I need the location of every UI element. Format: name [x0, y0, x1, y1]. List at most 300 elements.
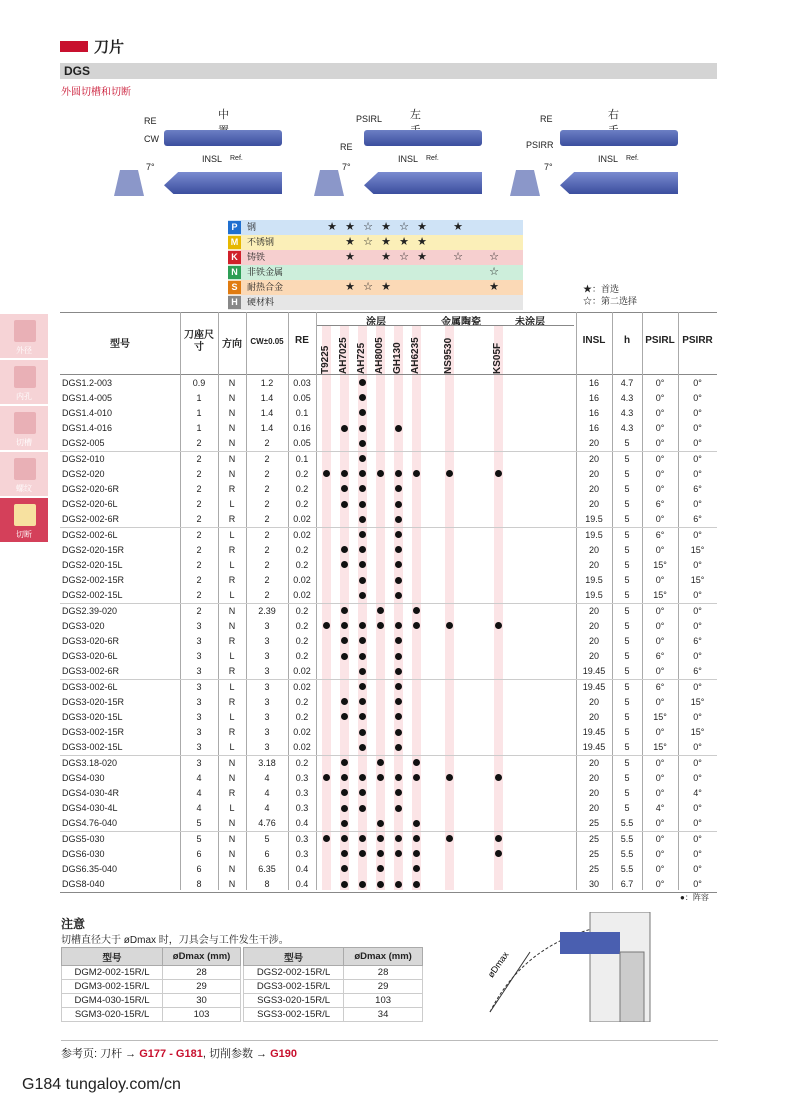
stock-dot [341, 501, 348, 508]
cell-h: 5 [624, 605, 630, 616]
cell-re: 0.02 [293, 681, 311, 692]
cell-hand: N [228, 605, 236, 616]
cell-h: 5 [624, 787, 630, 798]
stock-dot [341, 820, 348, 827]
cell-seat: 2 [196, 483, 202, 494]
stock-dot [395, 881, 402, 888]
cell-psirl: 6° [655, 499, 665, 510]
cell-psirl: 0° [655, 620, 665, 631]
table-row [60, 497, 717, 512]
cell-hand: N [228, 772, 236, 783]
table-row [60, 603, 717, 618]
stock-dot [359, 653, 366, 660]
cell-psirl: 0° [655, 453, 665, 464]
table-row [60, 801, 717, 816]
cell-insl: 25 [588, 848, 599, 859]
cell-h: 5 [624, 742, 630, 753]
cell-psirl: 0° [655, 772, 665, 783]
cell-seat: 3 [196, 742, 202, 753]
stock-dot [395, 835, 402, 842]
table-rule [60, 892, 717, 893]
cell-psirr: 0° [693, 499, 702, 510]
stock-dot [359, 546, 366, 553]
insl-label: INSL [202, 154, 223, 164]
cell-model: DGS1.4-005 [62, 392, 113, 403]
drawing-caption: 中 [218, 109, 229, 121]
stock-dot [395, 577, 402, 584]
cell-re: 0.02 [293, 590, 311, 601]
cell-psirr: 0° [693, 757, 702, 768]
cell-psirr: 0° [693, 742, 702, 753]
cell-psirr: 6° [693, 666, 702, 677]
cell-seat: 1 [196, 392, 202, 403]
cell-model: DGS2-002-15L [62, 590, 123, 601]
cell-hand: N [228, 423, 236, 434]
cell-psirl: 0° [655, 848, 665, 859]
cell-hand: R [228, 635, 236, 646]
cell-insl: 20 [588, 438, 599, 449]
section-title: 刀片 [94, 39, 125, 56]
stock-dot [446, 835, 453, 842]
cell-psirr: 0° [693, 529, 702, 540]
cell-re: 0.02 [293, 742, 311, 753]
cell-h: 5 [624, 727, 630, 738]
stock-dot [395, 698, 402, 705]
cell-psirr: 15° [690, 696, 705, 707]
cell-cw: 2 [264, 514, 270, 525]
cell-insl: 19.45 [582, 727, 606, 738]
dmax-model: DGM4-030-15R/L [62, 994, 163, 1008]
cell-cw: 1.4 [260, 407, 274, 418]
cell-psirl: 0° [655, 635, 665, 646]
cell-insl: 20 [588, 620, 599, 631]
table-row [60, 861, 717, 876]
cell-cw: 3 [264, 681, 270, 692]
stock-dot [377, 622, 384, 629]
cell-seat: 3 [196, 727, 202, 738]
cell-psirl: 0° [655, 879, 665, 890]
stock-dot [323, 774, 330, 781]
legend-note-first: ★：首选 [583, 284, 620, 294]
cell-psirr: 0° [693, 590, 702, 601]
cell-h: 5 [624, 635, 630, 646]
cell-h: 4.3 [620, 407, 634, 418]
ref-label: Ref. [626, 155, 639, 162]
dmax-value: 29 [344, 980, 423, 994]
cell-insl: 16 [588, 407, 599, 418]
recommend-mark: ☆ [363, 281, 373, 293]
cell-re: 0.3 [295, 833, 309, 844]
cell-model: DGS6.35-040 [62, 863, 118, 874]
stock-dot [359, 379, 366, 386]
stock-dot [413, 850, 420, 857]
cell-insl: 20 [588, 696, 599, 707]
cell-cw: 2 [264, 529, 270, 540]
angle-label: 7° [146, 162, 155, 172]
cell-hand: N [228, 407, 236, 418]
page-number: G184 [22, 1076, 62, 1093]
stock-dot [377, 820, 384, 827]
cell-re: 0.3 [295, 772, 309, 783]
recommend-mark: ★ [381, 221, 391, 233]
table-row [60, 831, 717, 846]
stock-dot [377, 865, 384, 872]
cell-psirl: 0° [655, 818, 665, 829]
stock-dot [341, 637, 348, 644]
recommend-mark: ☆ [399, 221, 409, 233]
cell-seat: 5 [196, 833, 202, 844]
cell-model: DGS2-020 [62, 468, 105, 479]
cell-psirr: 0° [693, 863, 702, 874]
cell-h: 5 [624, 681, 630, 692]
cell-h: 6.7 [620, 879, 634, 890]
cell-seat: 2 [196, 559, 202, 570]
stock-dot [359, 455, 366, 462]
cell-seat: 2 [196, 575, 202, 586]
cell-model: DGS3-002-15L [62, 742, 123, 753]
cell-hand: N [228, 392, 236, 403]
stock-dot [341, 470, 348, 477]
cell-cw: 6.35 [258, 863, 276, 874]
header-grade: T9225 [320, 345, 331, 374]
recommend-mark: ★ [489, 281, 499, 293]
cell-h: 5 [624, 711, 630, 722]
stock-dot [395, 546, 402, 553]
cell-cw: 1.4 [260, 423, 274, 434]
cell-h: 5 [624, 514, 630, 525]
side-tab-label: 切断 [16, 530, 32, 539]
cell-cw: 4 [264, 772, 270, 783]
cell-insl: 19.5 [585, 529, 603, 540]
cell-model: DGS3-020 [62, 620, 105, 631]
cell-insl: 19.45 [582, 742, 606, 753]
legend-row [228, 250, 523, 265]
cell-h: 5 [624, 438, 630, 449]
dmax-row [244, 1008, 423, 1022]
cell-hand: L [229, 559, 235, 570]
stock-dot [395, 774, 402, 781]
stock-dot [413, 865, 420, 872]
stock-dot [359, 531, 366, 538]
stock-dot [359, 425, 366, 432]
table-row [60, 466, 717, 481]
cell-cw: 6 [264, 848, 270, 859]
dmax-row [244, 994, 423, 1008]
dmax-model: DGS3-002-15R/L [244, 980, 344, 994]
ref-holder-link[interactable]: G177 - G181 [139, 1048, 203, 1060]
cell-seat: 2 [196, 453, 202, 464]
cell-re: 0.2 [295, 468, 309, 479]
header-psirr: PSIRR [682, 335, 713, 346]
side-tab-boring[interactable] [0, 360, 48, 404]
stock-dot [341, 805, 348, 812]
stock-dot [359, 744, 366, 751]
stock-dot [359, 683, 366, 690]
stock-dot [395, 789, 402, 796]
stock-dot [359, 440, 366, 447]
cell-psirr: 0° [693, 818, 702, 829]
stock-dot [341, 698, 348, 705]
cell-model: DGS2-002-6L [62, 529, 118, 540]
cell-insl: 19.5 [585, 514, 603, 525]
stock-dot [495, 835, 502, 842]
header-grade: AH7025 [338, 337, 349, 374]
cell-re: 0.1 [295, 407, 309, 418]
threading-icon [14, 458, 36, 480]
cell-h: 5 [624, 559, 630, 570]
cell-model: DGS3.18-020 [62, 757, 118, 768]
cell-model: DGS1.2-003 [62, 377, 113, 388]
cell-re: 0.2 [295, 620, 309, 631]
cell-seat: 2 [196, 529, 202, 540]
table-row [60, 481, 717, 496]
cell-hand: N [228, 833, 236, 844]
cell-h: 4.7 [620, 377, 634, 388]
recommend-mark: ★ [399, 236, 409, 248]
re-label: RE [540, 114, 553, 124]
cell-model: DGS2-020-6L [62, 499, 118, 510]
cell-re: 0.02 [293, 514, 311, 525]
stock-dot [341, 713, 348, 720]
cell-h: 4.3 [620, 392, 634, 403]
cell-insl: 20 [588, 499, 599, 510]
site-link[interactable]: tungaloy.com/cn [65, 1076, 181, 1093]
cell-model: DGS4.76-040 [62, 818, 118, 829]
table-row [60, 436, 717, 451]
cell-seat: 4 [196, 787, 202, 798]
stock-dot [341, 881, 348, 888]
stock-dot [359, 881, 366, 888]
cell-re: 0.02 [293, 727, 311, 738]
table-row [60, 390, 717, 405]
cell-re: 0.3 [295, 803, 309, 814]
cell-re: 0.3 [295, 848, 309, 859]
recommend-mark: ★ [345, 236, 355, 248]
stock-dot [341, 835, 348, 842]
cell-psirr: 0° [693, 711, 702, 722]
cell-re: 0.2 [295, 483, 309, 494]
holder-section [510, 170, 540, 196]
cell-psirr: 4° [693, 787, 702, 798]
table-row [60, 770, 717, 785]
stock-dot [341, 607, 348, 614]
table-rule [316, 325, 574, 326]
cell-seat: 3 [196, 696, 202, 707]
cell-cw: 8 [264, 879, 270, 890]
cell-insl: 20 [588, 803, 599, 814]
cell-hand: R [228, 696, 236, 707]
stock-dot [395, 516, 402, 523]
table-row [60, 405, 717, 420]
stock-dot [359, 805, 366, 812]
cell-hand: L [229, 711, 235, 722]
material-code: M [228, 236, 241, 249]
header-grade: NS9530 [443, 337, 454, 374]
cell-hand: L [229, 529, 235, 540]
cell-model: DGS4-030 [62, 772, 105, 783]
side-tab-parting[interactable] [0, 498, 48, 542]
cell-psirr: 0° [693, 377, 702, 388]
cell-hand: R [228, 483, 236, 494]
cell-hand: N [228, 818, 236, 829]
cell-model: DGS2-020-6R [62, 483, 120, 494]
dmax-row [62, 966, 241, 980]
cell-psirr: 0° [693, 423, 702, 434]
cell-cw: 2 [264, 544, 270, 555]
cell-seat: 8 [196, 879, 202, 890]
cell-model: DGS4-030-4L [62, 803, 118, 814]
cell-model: DGS2-002-15R [62, 575, 125, 586]
cell-insl: 20 [588, 711, 599, 722]
stock-dot [395, 729, 402, 736]
cell-seat: 2 [196, 544, 202, 555]
table-row [60, 542, 717, 557]
recommend-mark: ☆ [363, 236, 373, 248]
cell-re: 0.2 [295, 605, 309, 616]
stock-dot [413, 881, 420, 888]
cell-hand: N [228, 848, 236, 859]
material-name: 硬材料 [247, 297, 275, 307]
recommend-mark: ☆ [399, 251, 409, 263]
notes-body: 切槽直径大于 øDmax 时，刀具会与工件发生干涉。 [61, 935, 289, 946]
cell-seat: 2 [196, 438, 202, 449]
insert-top-view [164, 130, 282, 146]
table-row [60, 649, 717, 664]
stock-dot [395, 713, 402, 720]
side-tab-grooving[interactable] [0, 406, 48, 450]
recommend-mark: ★ [381, 236, 391, 248]
cell-psirr: 0° [693, 848, 702, 859]
cell-re: 0.05 [293, 392, 311, 403]
stock-dot [359, 698, 366, 705]
header-model: 型号 [110, 339, 130, 350]
cell-insl: 30 [588, 879, 599, 890]
cell-hand: N [228, 438, 236, 449]
insl-label: INSL [598, 154, 619, 164]
dmax-header-row [244, 948, 423, 966]
cell-psirl: 6° [655, 681, 665, 692]
cell-h: 5 [624, 757, 630, 768]
stock-dot [359, 729, 366, 736]
ref-params-link[interactable]: G190 [270, 1048, 297, 1060]
material-name: 非铁金属 [247, 267, 284, 277]
header-cw: CW±0.05 [250, 337, 284, 346]
recommend-mark: ☆ [363, 221, 373, 233]
table-row [60, 679, 717, 694]
parting-icon [14, 504, 36, 526]
stock-dot [395, 683, 402, 690]
cell-model: DGS3-020-6L [62, 651, 118, 662]
header-grade: AH8005 [374, 337, 385, 374]
cell-h: 4.3 [620, 423, 634, 434]
page-footer [22, 1076, 181, 1094]
cell-cw: 2 [264, 559, 270, 570]
table-row [60, 618, 717, 633]
side-tab-turning[interactable] [0, 314, 48, 358]
cell-cw: 4 [264, 803, 270, 814]
stock-dot [377, 470, 384, 477]
stock-dot [377, 607, 384, 614]
ref-prefix: 参考页: [61, 1048, 98, 1060]
cell-model: DGS2-020-15L [62, 559, 123, 570]
cell-h: 5 [624, 499, 630, 510]
cell-re: 0.2 [295, 559, 309, 570]
stock-dot [446, 622, 453, 629]
cell-model: DGS1.4-016 [62, 423, 113, 434]
recommend-mark: ★ [345, 281, 355, 293]
insert-top-view [364, 130, 482, 146]
stock-dot [413, 607, 420, 614]
stock-dot [495, 622, 502, 629]
stock-dot [377, 759, 384, 766]
stock-dot [341, 485, 348, 492]
cell-psirl: 0° [655, 514, 665, 525]
cell-insl: 19.5 [585, 590, 603, 601]
cell-cw: 4.76 [258, 818, 276, 829]
cell-insl: 16 [588, 423, 599, 434]
cell-psirl: 0° [655, 696, 665, 707]
cell-psirr: 0° [693, 651, 702, 662]
cell-cw: 3 [264, 696, 270, 707]
dmax-value: 29 [163, 980, 241, 994]
cell-psirl: 0° [655, 605, 665, 616]
table-row [60, 421, 717, 436]
cell-seat: 1 [196, 423, 202, 434]
header-grade: AH725 [356, 342, 367, 374]
stock-dot [359, 850, 366, 857]
cell-hand: N [228, 863, 236, 874]
cell-psirl: 0° [655, 377, 665, 388]
dmax-model: DGM3-002-15R/L [62, 980, 163, 994]
stock-dot [359, 637, 366, 644]
recommend-mark: ★ [345, 221, 355, 233]
side-tab-label: 外径 [16, 346, 32, 355]
cell-psirr: 15° [690, 544, 705, 555]
material-code: S [228, 281, 241, 294]
table-row [60, 755, 717, 770]
dmax-value: 34 [344, 1008, 423, 1022]
cell-psirr: 0° [693, 559, 702, 570]
recommend-mark: ★ [381, 281, 391, 293]
angle-label: 7° [544, 162, 553, 172]
cell-cw: 2 [264, 575, 270, 586]
cell-seat: 5 [196, 818, 202, 829]
dmax-row [62, 980, 241, 994]
dmax-value: 28 [163, 966, 241, 980]
dmax-table-right [243, 947, 423, 1022]
stock-dot [359, 835, 366, 842]
cell-model: DGS3-020-6R [62, 635, 120, 646]
cell-hand: L [229, 681, 235, 692]
dmax-col-model: 型号 [62, 948, 163, 966]
cell-seat: 2 [196, 605, 202, 616]
table-row [60, 527, 717, 542]
insert-side-view [560, 172, 678, 194]
stock-dot [359, 561, 366, 568]
insert-side-view [364, 172, 482, 194]
table-row [60, 846, 717, 861]
stock-dot [341, 546, 348, 553]
stock-dot [395, 653, 402, 660]
material-name: 钢 [247, 222, 257, 232]
ref-params: , 切削参数 → [202, 1048, 268, 1060]
cw-label: CW [144, 134, 159, 144]
material-code: H [228, 296, 241, 309]
cell-re: 0.2 [295, 499, 309, 510]
side-tab-threading[interactable] [0, 452, 48, 496]
cell-cw: 3 [264, 635, 270, 646]
stock-dot [359, 577, 366, 584]
